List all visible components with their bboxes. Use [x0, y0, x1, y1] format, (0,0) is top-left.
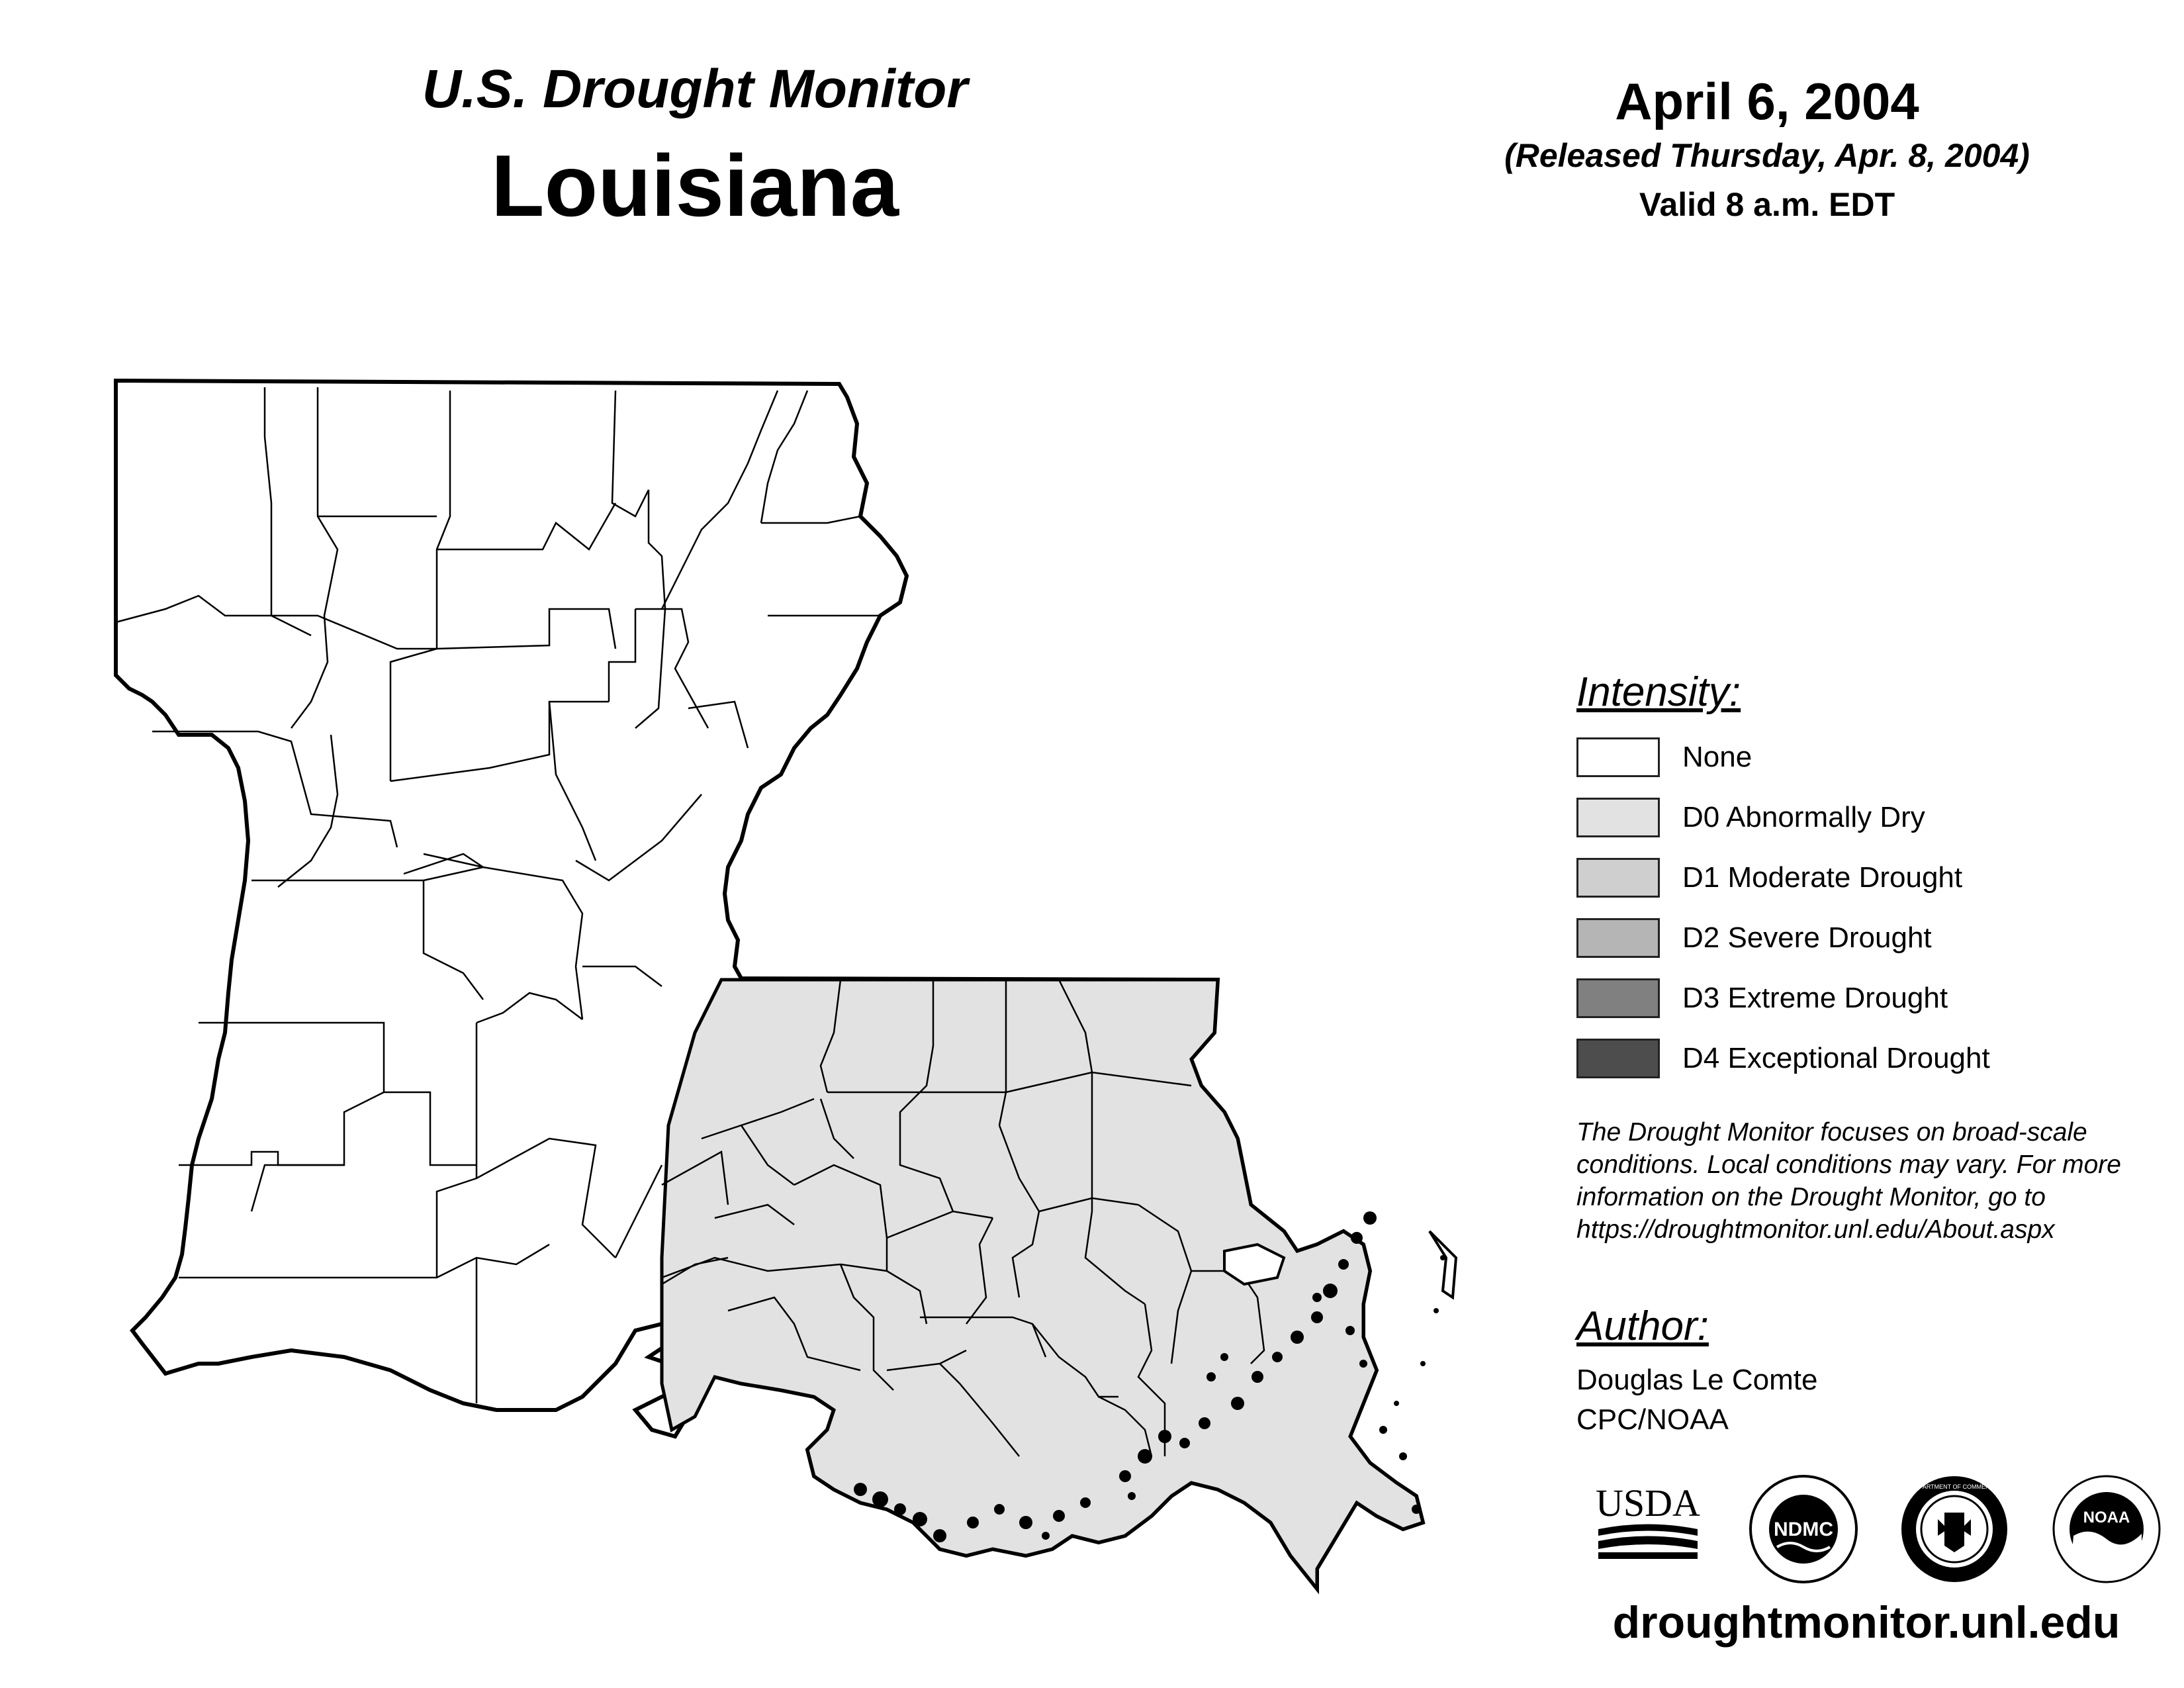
gulf-islands: [1430, 1231, 1456, 1297]
usda-logo: [1592, 1483, 1704, 1562]
author-name: Douglas Le Comte: [1576, 1364, 1818, 1396]
note-line: information on the Drought Monitor, go to: [1576, 1183, 2046, 1211]
author-info: [1576, 1360, 1817, 1440]
note-line: The Drought Monitor focuses on broad-scale: [1576, 1118, 2087, 1147]
state-name: Louisiana: [490, 137, 899, 234]
ndmc-logo-text: NDMC: [1774, 1519, 1833, 1540]
commerce-seal: [1898, 1473, 2011, 1585]
map-title: U.S. Drought Monitor: [422, 59, 968, 119]
d0-area: [662, 980, 1423, 1589]
release-date: (Released Thursday, Apr. 8, 2004): [1504, 137, 2030, 174]
legend-item: [1576, 977, 1948, 1019]
footer-url[interactable]: droughtmonitor.unl.edu: [1612, 1597, 2120, 1648]
author-org: CPC/NOAA: [1576, 1403, 1729, 1436]
legend-swatch-d1: [1576, 858, 1660, 898]
legend-label: D3 Extreme Drought: [1682, 982, 1948, 1014]
legend-heading: Intensity:: [1576, 669, 1741, 715]
note-line: conditions. Local conditions may vary. For more: [1576, 1150, 2121, 1179]
legend-item: [1576, 1037, 1990, 1080]
noaa-logo: [2050, 1473, 2163, 1585]
valid-time: Valid 8 a.m. EDT: [1639, 186, 1895, 223]
legend-swatch-none: [1576, 737, 1660, 777]
legend-item: [1576, 917, 1932, 959]
legend-label: D4 Exceptional Drought: [1682, 1042, 1990, 1074]
legend-swatch-d4: [1576, 1039, 1660, 1078]
legend-item: [1576, 857, 1962, 899]
commerce-seal-text: DEPARTMENT OF COMMERCE: [1910, 1483, 1999, 1490]
map-date: April 6, 2004: [1615, 72, 1919, 130]
legend-item: [1576, 736, 1752, 778]
usda-logo-text: USDA: [1596, 1483, 1700, 1524]
noaa-logo-text: NOAA: [2083, 1509, 2130, 1526]
note-link[interactable]: https://droughtmonitor.unl.edu/About.aspx: [1576, 1215, 2055, 1244]
legend-label: D0 Abnormally Dry: [1682, 801, 1925, 833]
legend-label: D1 Moderate Drought: [1682, 861, 1963, 894]
author-heading: Author:: [1576, 1303, 1709, 1349]
legend-label: D2 Severe Drought: [1682, 921, 1932, 954]
legend-swatch-d2: [1576, 918, 1660, 958]
legend-swatch-d3: [1576, 978, 1660, 1018]
legend-swatch-d0: [1576, 798, 1660, 837]
ndmc-logo: [1747, 1473, 1860, 1585]
legend-label: None: [1682, 741, 1752, 773]
legend-item: [1576, 796, 1925, 839]
disclaimer-note: [1576, 1116, 2172, 1246]
